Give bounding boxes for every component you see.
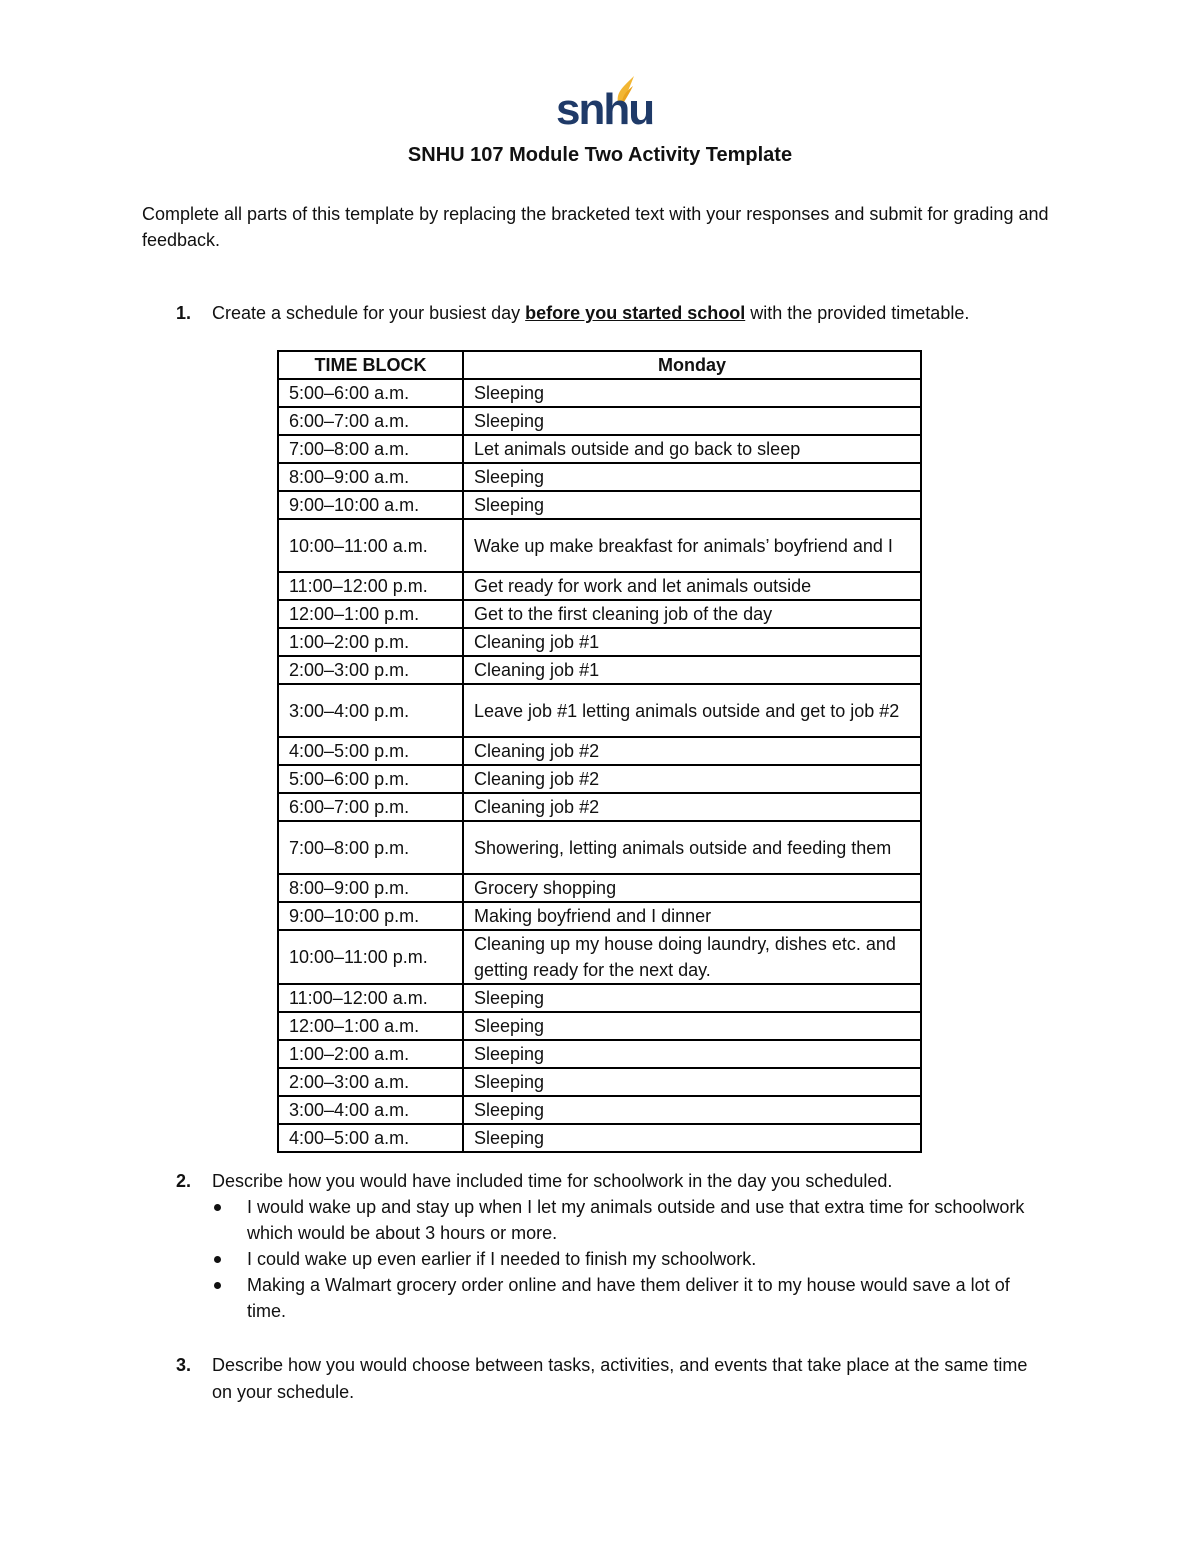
time-block-cell: 8:00–9:00 a.m.	[278, 463, 463, 491]
question-number: 1.	[176, 303, 192, 323]
question-text: Describe how you would choose between tasks, activities, and events that take place at the same time on your schedule.	[212, 1355, 1028, 1402]
table-row	[278, 737, 921, 765]
time-block-cell: 4:00–5:00 a.m.	[278, 1124, 463, 1152]
intro-text: Complete all parts of this template by replacing the bracketed text with your responses and submit for grading and feedback.	[142, 204, 1049, 250]
time-block-cell: 11:00–12:00 p.m.	[278, 572, 463, 600]
table-row	[278, 930, 921, 984]
activity-cell: Cleaning job #2	[463, 737, 921, 765]
question-number: 2.	[176, 1171, 192, 1191]
activity-cell: Sleeping	[463, 379, 921, 407]
activity-cell: Cleaning job #1	[463, 656, 921, 684]
time-block-cell: 9:00–10:00 p.m.	[278, 902, 463, 930]
activity-cell: Making boyfriend and I dinner	[463, 902, 921, 930]
activity-cell: Sleeping	[463, 1040, 921, 1068]
time-block-cell: 10:00–11:00 a.m.	[278, 519, 463, 572]
question-number: 3.	[176, 1355, 192, 1375]
bullet-text: Making a Walmart grocery order online and have them deliver it to my house would save a lot of time.	[247, 1275, 1010, 1321]
page-title: SNHU 107 Module Two Activity Template	[407, 144, 793, 166]
time-block-cell: 5:00–6:00 a.m.	[278, 379, 463, 407]
list-item	[212, 1246, 1052, 1272]
time-block-cell: 4:00–5:00 p.m.	[278, 737, 463, 765]
time-block-cell: 2:00–3:00 a.m.	[278, 1068, 463, 1096]
table-row	[278, 572, 921, 600]
activity-cell: Get to the first cleaning job of the day	[463, 600, 921, 628]
activity-cell: Grocery shopping	[463, 874, 921, 902]
table-row	[278, 1012, 921, 1040]
time-block-cell: 7:00–8:00 a.m.	[278, 435, 463, 463]
question-text	[212, 300, 969, 326]
table-row	[278, 600, 921, 628]
time-block-cell: 6:00–7:00 a.m.	[278, 407, 463, 435]
table-row	[278, 1124, 921, 1152]
bullet-icon	[214, 1204, 221, 1211]
activity-cell: Cleaning job #2	[463, 793, 921, 821]
time-block-cell: 12:00–1:00 p.m.	[278, 600, 463, 628]
question-text-part: with the provided timetable.	[745, 303, 970, 323]
table-row	[278, 435, 921, 463]
table-row	[278, 1068, 921, 1096]
time-block-cell: 2:00–3:00 p.m.	[278, 656, 463, 684]
activity-cell: Showering, letting animals outside and feeding them	[463, 821, 921, 874]
activity-cell: Sleeping	[463, 984, 921, 1012]
bullet-text: I could wake up even earlier if I needed to finish my schoolwork.	[247, 1249, 757, 1269]
table-row	[278, 491, 921, 519]
emphasized-text: before you started school	[525, 303, 746, 323]
question-text: Describe how you would have included time for schoolwork in the day you scheduled.	[212, 1171, 893, 1191]
time-block-cell: 1:00–2:00 p.m.	[278, 628, 463, 656]
time-block-cell: 3:00–4:00 p.m.	[278, 684, 463, 737]
activity-cell: Cleaning job #2	[463, 765, 921, 793]
time-block-cell: 11:00–12:00 a.m.	[278, 984, 463, 1012]
bullet-text: I would wake up and stay up when I let my animals outside and use that extra time for schoolwork which would be about 3 hours or more.	[247, 1197, 1025, 1243]
time-block-cell: 7:00–8:00 p.m.	[278, 821, 463, 874]
schedule-table	[277, 350, 922, 1153]
table-row	[278, 874, 921, 902]
bullet-icon	[214, 1282, 221, 1289]
activity-cell: Cleaning job #1	[463, 628, 921, 656]
activity-cell: Sleeping	[463, 1096, 921, 1124]
question-text-part: Create a schedule for your busiest day	[212, 303, 526, 323]
table-row	[278, 1096, 921, 1124]
table-row	[278, 902, 921, 930]
table-row	[278, 984, 921, 1012]
table-row	[278, 821, 921, 874]
table-row	[278, 379, 921, 407]
activity-cell: Leave job #1 letting animals outside and get to job #2	[463, 684, 921, 737]
activity-cell: Sleeping	[463, 491, 921, 519]
table-row	[278, 1040, 921, 1068]
time-block-cell: 6:00–7:00 p.m.	[278, 793, 463, 821]
logo-text: snhu	[556, 85, 654, 134]
table-row	[278, 656, 921, 684]
list-item	[212, 1272, 1052, 1324]
table-row	[278, 519, 921, 572]
activity-cell: Sleeping	[463, 1012, 921, 1040]
activity-cell: Cleaning up my house doing laundry, dishes etc. and getting ready for the next day.	[463, 930, 921, 984]
snhu-logo	[556, 74, 654, 134]
table-row	[278, 463, 921, 491]
table-row	[278, 793, 921, 821]
list-item	[212, 1194, 1052, 1246]
table-header-row	[278, 351, 921, 379]
activity-cell: Wake up make breakfast for animals’ boyfriend and I	[463, 519, 921, 572]
time-block-cell: 3:00–4:00 a.m.	[278, 1096, 463, 1124]
time-block-cell: 8:00–9:00 p.m.	[278, 874, 463, 902]
activity-cell: Get ready for work and let animals outside	[463, 572, 921, 600]
time-block-cell: 12:00–1:00 a.m.	[278, 1012, 463, 1040]
table-row	[278, 684, 921, 737]
time-block-cell: 9:00–10:00 a.m.	[278, 491, 463, 519]
column-header-time: TIME BLOCK	[278, 351, 463, 379]
bullet-icon	[214, 1256, 221, 1263]
time-block-cell: 5:00–6:00 p.m.	[278, 765, 463, 793]
activity-cell: Sleeping	[463, 1068, 921, 1096]
activity-cell: Sleeping	[463, 463, 921, 491]
column-header-day: Monday	[463, 351, 921, 379]
table-row	[278, 407, 921, 435]
table-row	[278, 628, 921, 656]
time-block-cell: 1:00–2:00 a.m.	[278, 1040, 463, 1068]
activity-cell: Sleeping	[463, 1124, 921, 1152]
activity-cell: Sleeping	[463, 407, 921, 435]
table-row	[278, 765, 921, 793]
time-block-cell: 10:00–11:00 p.m.	[278, 930, 463, 984]
activity-cell: Let animals outside and go back to sleep	[463, 435, 921, 463]
answer-bullets	[212, 1194, 1052, 1324]
